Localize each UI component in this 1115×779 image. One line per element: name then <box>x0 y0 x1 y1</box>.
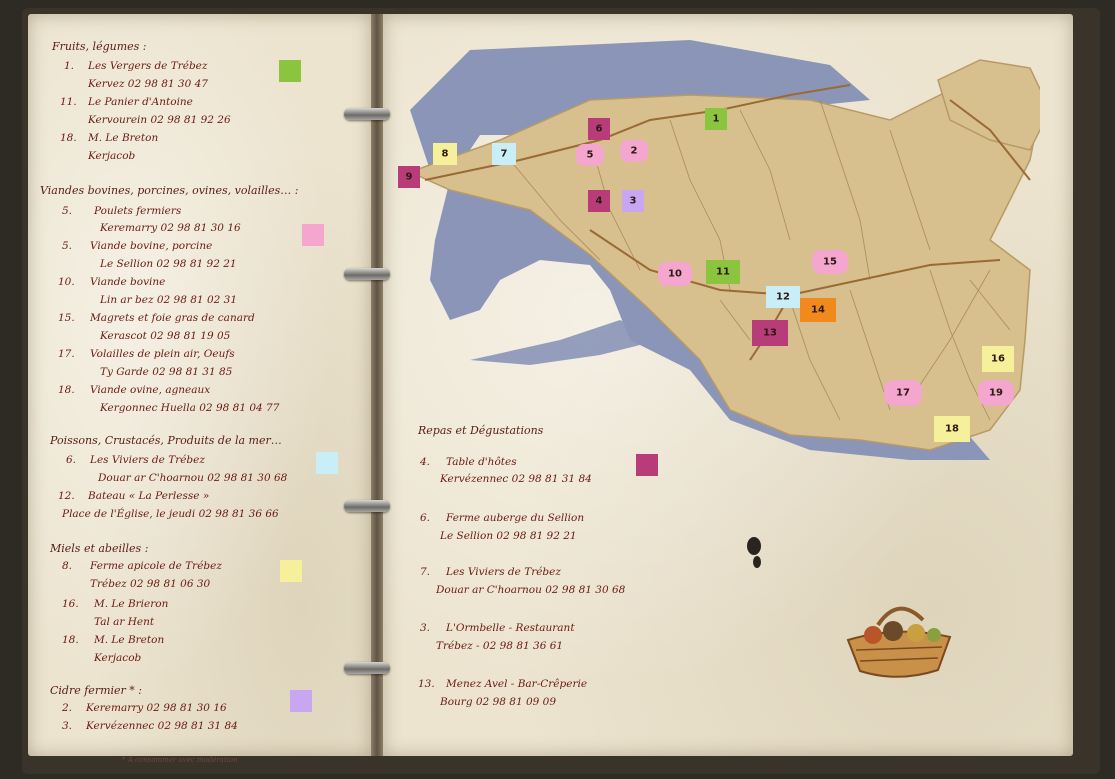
list-item-detail: Le Sellion 02 98 81 92 21 <box>100 258 237 270</box>
map-marker-label: 12 <box>776 291 790 303</box>
map-marker-label: 16 <box>991 353 1005 365</box>
list-item-number: 18. <box>62 634 79 646</box>
map-marker-label: 7 <box>500 148 508 160</box>
list-item-detail: Kerjacob <box>88 150 136 162</box>
list-item-number: 15. <box>58 312 75 324</box>
list-item-number: 8. <box>62 560 73 572</box>
binder-spine <box>371 14 383 756</box>
list-item-number: 2. <box>62 702 73 714</box>
map-marker-label: 4 <box>595 195 603 207</box>
list-item-number: 12. <box>58 490 75 502</box>
list-item-name: Les Viviers de Trébez <box>446 566 561 578</box>
list-item-number: 5. <box>62 205 73 217</box>
list-item-name: Les Vergers de Trébez <box>88 60 208 72</box>
list-item-name: Menez Avel - Bar-Crêperie <box>446 678 588 690</box>
list-item-name: Kervézennec 02 98 81 31 84 <box>86 720 238 732</box>
legend-section-title: Viandes bovines, porcines, ovines, volailles… : <box>40 184 299 197</box>
list-item-detail: Douar ar C'hoarnou 02 98 81 30 68 <box>436 584 626 596</box>
legend-swatch <box>302 224 324 246</box>
list-item-detail: Kervez 02 98 81 30 47 <box>88 78 208 90</box>
list-item-detail: Kervourein 02 98 81 92 26 <box>88 114 231 126</box>
list-item-number: 5. <box>62 240 73 252</box>
list-item-detail: Trébez - 02 98 81 36 61 <box>436 640 564 652</box>
map-marker-label: 5 <box>586 149 594 161</box>
list-item-detail: Place de l'Église, le jeudi 02 98 81 36 66 <box>62 508 279 520</box>
legend-section-title: Cidre fermier * : <box>50 684 142 697</box>
binder-ring <box>344 108 390 120</box>
list-item-name: Poulets fermiers <box>94 205 182 217</box>
list-item-number: 3. <box>62 720 73 732</box>
map-marker-label: 18 <box>945 423 959 435</box>
list-item-number: 6. <box>420 512 431 524</box>
binder-ring <box>344 268 390 280</box>
binder-ring <box>344 662 390 674</box>
list-item-number: 18. <box>58 384 75 396</box>
list-item-name: L'Ormbelle - Restaurant <box>446 622 575 634</box>
list-item-number: 3. <box>420 622 431 634</box>
legend-swatch <box>280 560 302 582</box>
map-marker-label: 8 <box>441 148 449 160</box>
list-item-detail: Kervézennec 02 98 81 31 84 <box>440 473 592 485</box>
list-item-number: 1. <box>64 60 75 72</box>
list-item-name: Ferme apicole de Trébez <box>90 560 222 572</box>
list-item-name: Viande bovine <box>90 276 166 288</box>
list-item-name: Table d'hôtes <box>446 456 517 468</box>
map-marker-label: 10 <box>668 268 682 280</box>
map-marker-label: 19 <box>989 387 1003 399</box>
list-item-name: Les Viviers de Trébez <box>90 454 205 466</box>
list-item-name: Bateau « La Perlesse » <box>88 490 210 502</box>
map-marker-label: 2 <box>630 145 638 157</box>
legend-swatch <box>316 452 338 474</box>
list-item-number: 4. <box>420 456 431 468</box>
list-item-number: 16. <box>62 598 79 610</box>
list-item-number: 10. <box>58 276 75 288</box>
list-item-detail: Bourg 02 98 81 09 09 <box>440 696 557 708</box>
legend-section-title: Miels et abeilles : <box>50 542 149 555</box>
list-item-number: 13. <box>418 678 435 690</box>
map-marker-label: 11 <box>716 266 730 278</box>
map-marker-label: 3 <box>629 195 637 207</box>
list-item-name: M. Le Breton <box>88 132 159 144</box>
list-item-number: 11. <box>60 96 77 108</box>
list-item-detail: Trébez 02 98 81 06 30 <box>90 578 211 590</box>
list-item-name: Le Panier d'Antoine <box>88 96 193 108</box>
list-item-name: M. Le Brieron <box>94 598 169 610</box>
map-marker-label: 13 <box>763 327 777 339</box>
map-marker-label: 17 <box>896 387 910 399</box>
legend-section-title: Poissons, Crustacés, Produits de la mer… <box>50 434 282 447</box>
list-item-name: Viande bovine, porcine <box>90 240 213 252</box>
list-item-detail: Kerjacob <box>94 652 142 664</box>
meals-section-title: Repas et Dégustations <box>418 424 544 437</box>
list-item-name: Viande ovine, agneaux <box>90 384 211 396</box>
list-item-number: 17. <box>58 348 75 360</box>
list-item-detail: Lin ar bez 02 98 81 02 31 <box>100 294 238 306</box>
list-item-number: 18. <box>60 132 77 144</box>
list-item-detail: Douar ar C'hoarnou 02 98 81 30 68 <box>98 472 288 484</box>
list-item-name: M. Le Breton <box>94 634 165 646</box>
list-item-name: Volailles de plein air, Oeufs <box>90 348 235 360</box>
sea-channel <box>470 320 660 365</box>
list-item-number: 7. <box>420 566 431 578</box>
legend-section-title: Fruits, légumes : <box>52 40 147 53</box>
list-item-number: 6. <box>66 454 77 466</box>
map-marker-label: 14 <box>811 304 825 316</box>
legend-swatch <box>290 690 312 712</box>
list-item-name: Ferme auberge du Sellion <box>446 512 585 524</box>
island-map <box>390 40 1040 460</box>
list-item-name: Magrets et foie gras de canard <box>90 312 255 324</box>
list-item-detail: Tal ar Hent <box>94 616 155 628</box>
list-item-name: Keremarry 02 98 81 30 16 <box>86 702 227 714</box>
map-marker-label: 15 <box>823 256 837 268</box>
basket-illustration <box>838 595 958 685</box>
map-marker-label: 9 <box>405 171 413 183</box>
list-item-detail: Ty Garde 02 98 81 31 85 <box>100 366 233 378</box>
ink-blot <box>740 534 770 574</box>
meals-swatch <box>636 454 658 476</box>
binder-ring <box>344 500 390 512</box>
list-item-detail: Kergonnec Huella 02 98 81 04 77 <box>100 402 280 414</box>
legend-swatch <box>279 60 301 82</box>
list-item-detail: Le Sellion 02 98 81 92 21 <box>440 530 577 542</box>
list-item-detail: Kerascot 02 98 81 19 05 <box>100 330 231 342</box>
list-item-detail: Keremarry 02 98 81 30 16 <box>100 222 241 234</box>
map-marker-label: 6 <box>595 123 603 135</box>
map-marker-label: 1 <box>712 113 720 125</box>
footnote: * A consommer avec modération <box>122 756 238 764</box>
